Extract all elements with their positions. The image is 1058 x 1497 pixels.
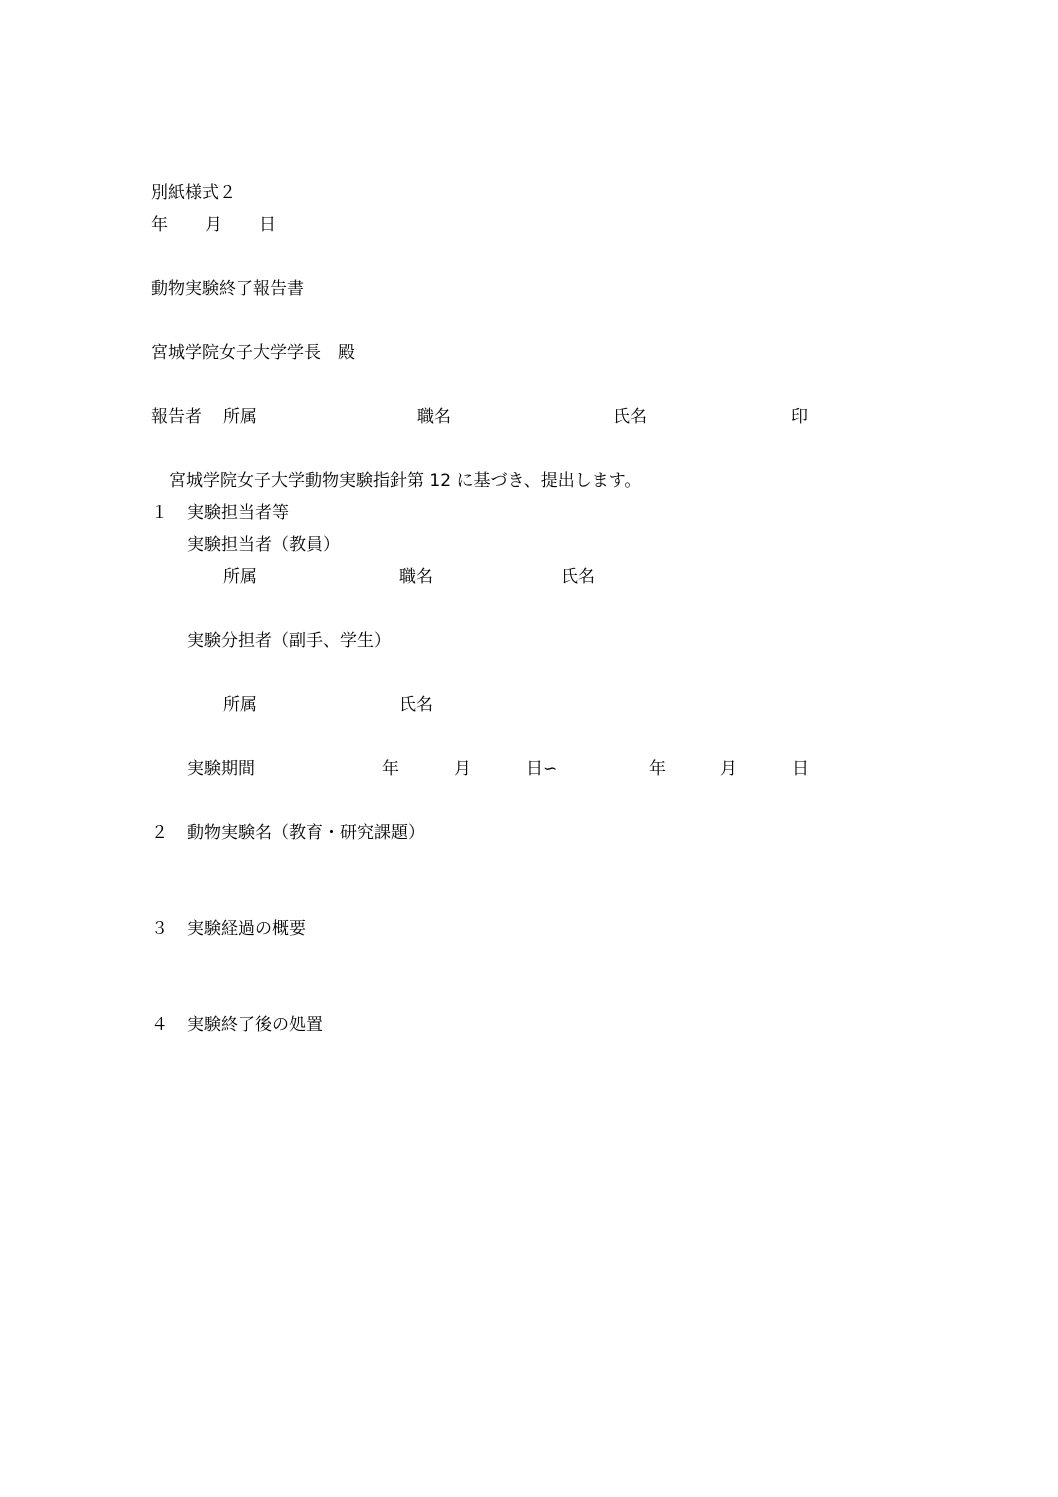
period-end-year: 年 [649, 759, 666, 779]
document-title: 動物実験終了報告書 [151, 279, 304, 299]
sharer-name-label: 氏名 [399, 695, 433, 715]
period-label: 実験期間 [187, 759, 255, 779]
period-end-month: 月 [720, 759, 737, 779]
section-1-number: １ [151, 503, 168, 523]
period-start-day: 日∽ [526, 759, 558, 779]
reporter-label: 報告者 [151, 407, 202, 427]
reporter-name-label: 氏名 [613, 407, 647, 427]
period-start-year: 年 [382, 759, 399, 779]
section-2-number: ２ [151, 823, 168, 843]
reporter-affiliation-label: 所属 [223, 407, 257, 427]
period-start-month: 月 [454, 759, 471, 779]
reporter-position-label: 職名 [417, 407, 451, 427]
teacher-affiliation-label: 所属 [223, 567, 257, 587]
addressee: 宮城学院女子大学学長 殿 [151, 343, 355, 363]
teacher-position-label: 職名 [399, 567, 433, 587]
date-month-label: 月 [205, 215, 222, 235]
form-label: 別紙様式２ [151, 183, 236, 203]
teacher-heading: 実験担当者（教員） [187, 535, 340, 555]
sharer-affiliation-label: 所属 [223, 695, 257, 715]
date-year-label: 年 [151, 215, 168, 235]
section-4-heading: 実験終了後の処置 [187, 1015, 323, 1035]
sharer-heading: 実験分担者（副手、学生） [187, 631, 391, 651]
section-1-heading: 実験担当者等 [187, 503, 289, 523]
seal-label: 印 [791, 407, 808, 427]
teacher-name-label: 氏名 [561, 567, 595, 587]
section-3-number: ３ [151, 919, 168, 939]
section-4-number: ４ [151, 1015, 168, 1035]
date-day-label: 日 [259, 215, 276, 235]
period-end-day: 日 [792, 759, 809, 779]
intro-statement: 宮城学院女子大学動物実験指針第 12 に基づき、提出します。 [169, 471, 642, 491]
section-2-heading: 動物実験名（教育・研究課題） [187, 823, 425, 843]
section-3-heading: 実験経過の概要 [187, 919, 306, 939]
